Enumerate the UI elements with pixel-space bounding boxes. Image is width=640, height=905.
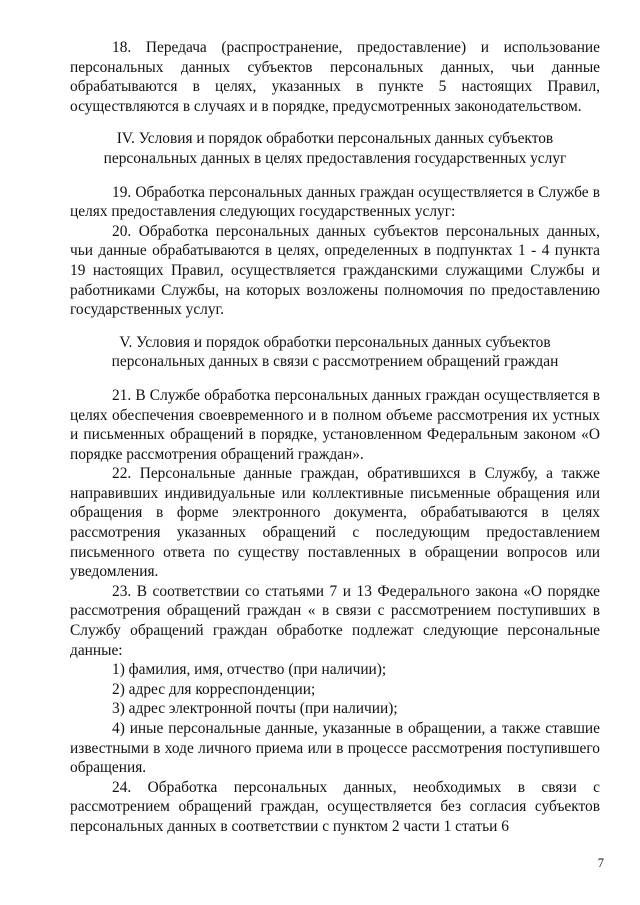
section-5-heading: V. Условия и порядок обработки персональных данных субъектов персональных данных в связи с рассмотрением обращений граждан	[111, 333, 559, 371]
document-page	[70, 38, 600, 837]
paragraph-22: 22. Персональные данные граждан, обратившихся в Службу, а также направивших индивидуальные или коллективные письменные обращения или обращения в форме электронного документа, обрабатываются в целях рассмотрения указанных обращений с последующим предоставлением письменного ответа по существу поставленных в обращении вопросов или уведомления.	[70, 465, 600, 581]
paragraph-18: 18. Передача (распространение, предоставление) и использование персональных данных субъектов персональных данных, чьи данные обрабатываются в целях, указанных в пункте 5 настоящих Правил, осуществляются в случаях и в порядке, предусмотренных законодательством.	[70, 39, 600, 115]
paragraph-20: 20. Обработка персональных данных субъектов персональных данных, чьи данные обрабатываются в целях, определенных в подпунктах 1 - 4 пункта 19 настоящих Правил, осуществляется гражданскими служащими Службы и работниками Службы, на которых возложены полномочия по предоставлению государственных услуг.	[70, 222, 600, 319]
paragraph-23: 23. В соответствии со статьями 7 и 13 Федерального закона «О порядке рассмотрения обращений граждан « в связи с рассмотрением поступивших в Службу обращений граждан обработке подлежат следующие персональные данные:	[70, 582, 600, 659]
spacer	[70, 116, 600, 129]
list-item-1: 1) фамилия, имя, отчество (при наличии);	[112, 661, 387, 679]
paragraph-24: 24. Обработка персональных данных, необходимых в связи с рассмотрением обращений граждан, осуществляется без согласия субъектов персональных данных в соответствии с пунктом 2 части 1 статьи 6	[70, 778, 600, 835]
spacer	[70, 320, 600, 333]
paragraph-21: 21. В Службе обработка персональных данных граждан осуществляется в целях обеспечения своевременного и в полном объеме рассмотрения их устных и письменных обращений в порядке, установленном Федеральным законом «О порядке рассмотрения обращений граждан».	[70, 386, 600, 463]
section-4-heading: IV. Условия и порядок обработки персональных данных субъектов персональных данных в целях предоставления государственных услуг	[103, 130, 567, 167]
list-item-3: 3) адрес электронной почты (при наличии);	[112, 700, 398, 718]
spacer	[70, 372, 600, 386]
list-item-2: 2) адрес для корреспонденции;	[112, 680, 316, 698]
spacer	[70, 169, 600, 183]
paragraph-19: 19. Обработка персональных данных граждан осуществляется в Службе в целях предоставления следующих государственных услуг:	[70, 183, 600, 221]
list-item-4: 4) иные персональные данные, указанные в обращении, а также ставшие известными в ходе личного приема или в процессе рассмотрения поступившего обращения.	[70, 720, 600, 777]
page-number: 7	[597, 856, 604, 870]
